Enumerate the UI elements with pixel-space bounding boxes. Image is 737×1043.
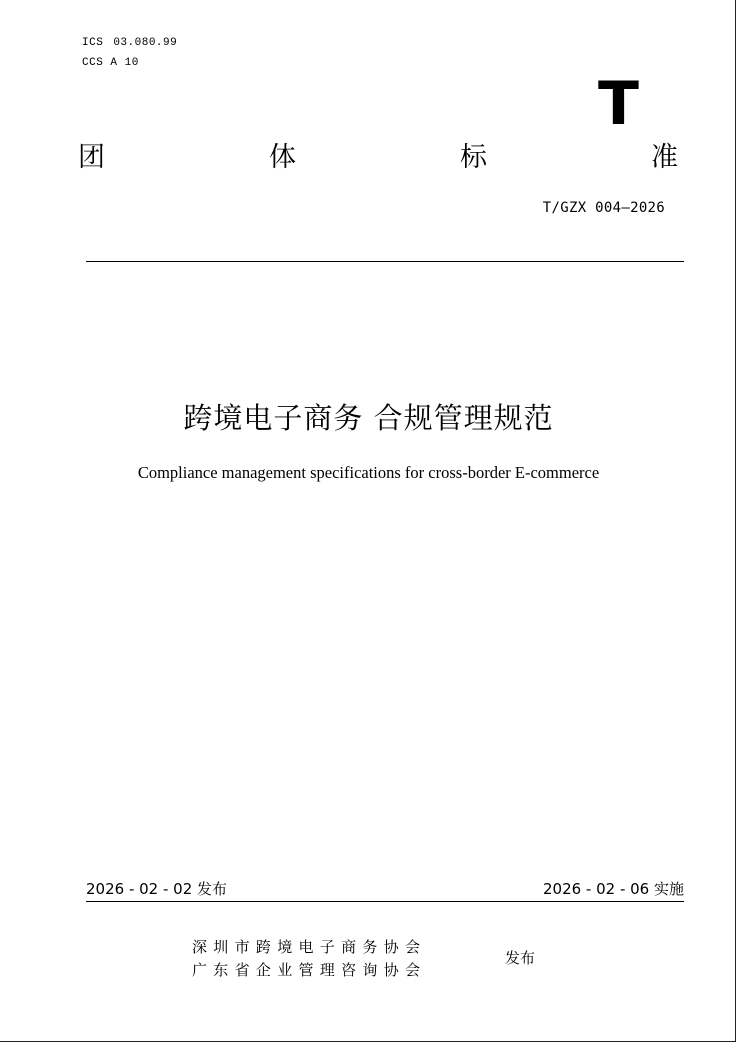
publisher-name: 广东省企业管理咨询协会 bbox=[192, 961, 427, 979]
category-letter: T bbox=[598, 69, 639, 139]
publisher-list bbox=[192, 936, 426, 982]
standard-type-char: 团 bbox=[78, 142, 105, 173]
standard-type-heading bbox=[78, 142, 678, 174]
standard-type-char: 准 bbox=[651, 142, 678, 173]
ccs-label: CCS bbox=[82, 57, 104, 69]
ics-label: ICS bbox=[82, 37, 104, 49]
standard-type-char: 标 bbox=[460, 142, 487, 173]
release-date: 2026 - 02 - 02 发布 bbox=[86, 880, 228, 898]
ccs-value: A 10 bbox=[110, 57, 139, 69]
implement-date: 2026 - 02 - 06 实施 bbox=[542, 880, 684, 898]
publisher-name: 深圳市跨境电子商务协会 bbox=[192, 938, 427, 956]
document-title-chinese: 跨境电子商务 合规管理规范 bbox=[183, 401, 554, 435]
classification-codes bbox=[82, 33, 177, 73]
standard-number: T/GZX 004—2026 bbox=[542, 200, 665, 216]
ics-code bbox=[82, 33, 177, 53]
publish-label: 发布 bbox=[505, 949, 536, 967]
ics-value: 03.080.99 bbox=[113, 37, 178, 49]
document-title-english: Compliance management specifications for cross-border E-commerce bbox=[137, 463, 600, 482]
top-divider bbox=[86, 261, 684, 262]
ccs-code bbox=[82, 53, 177, 73]
date-row bbox=[86, 878, 684, 900]
standard-type-char: 体 bbox=[269, 142, 296, 173]
bottom-divider bbox=[86, 901, 684, 902]
